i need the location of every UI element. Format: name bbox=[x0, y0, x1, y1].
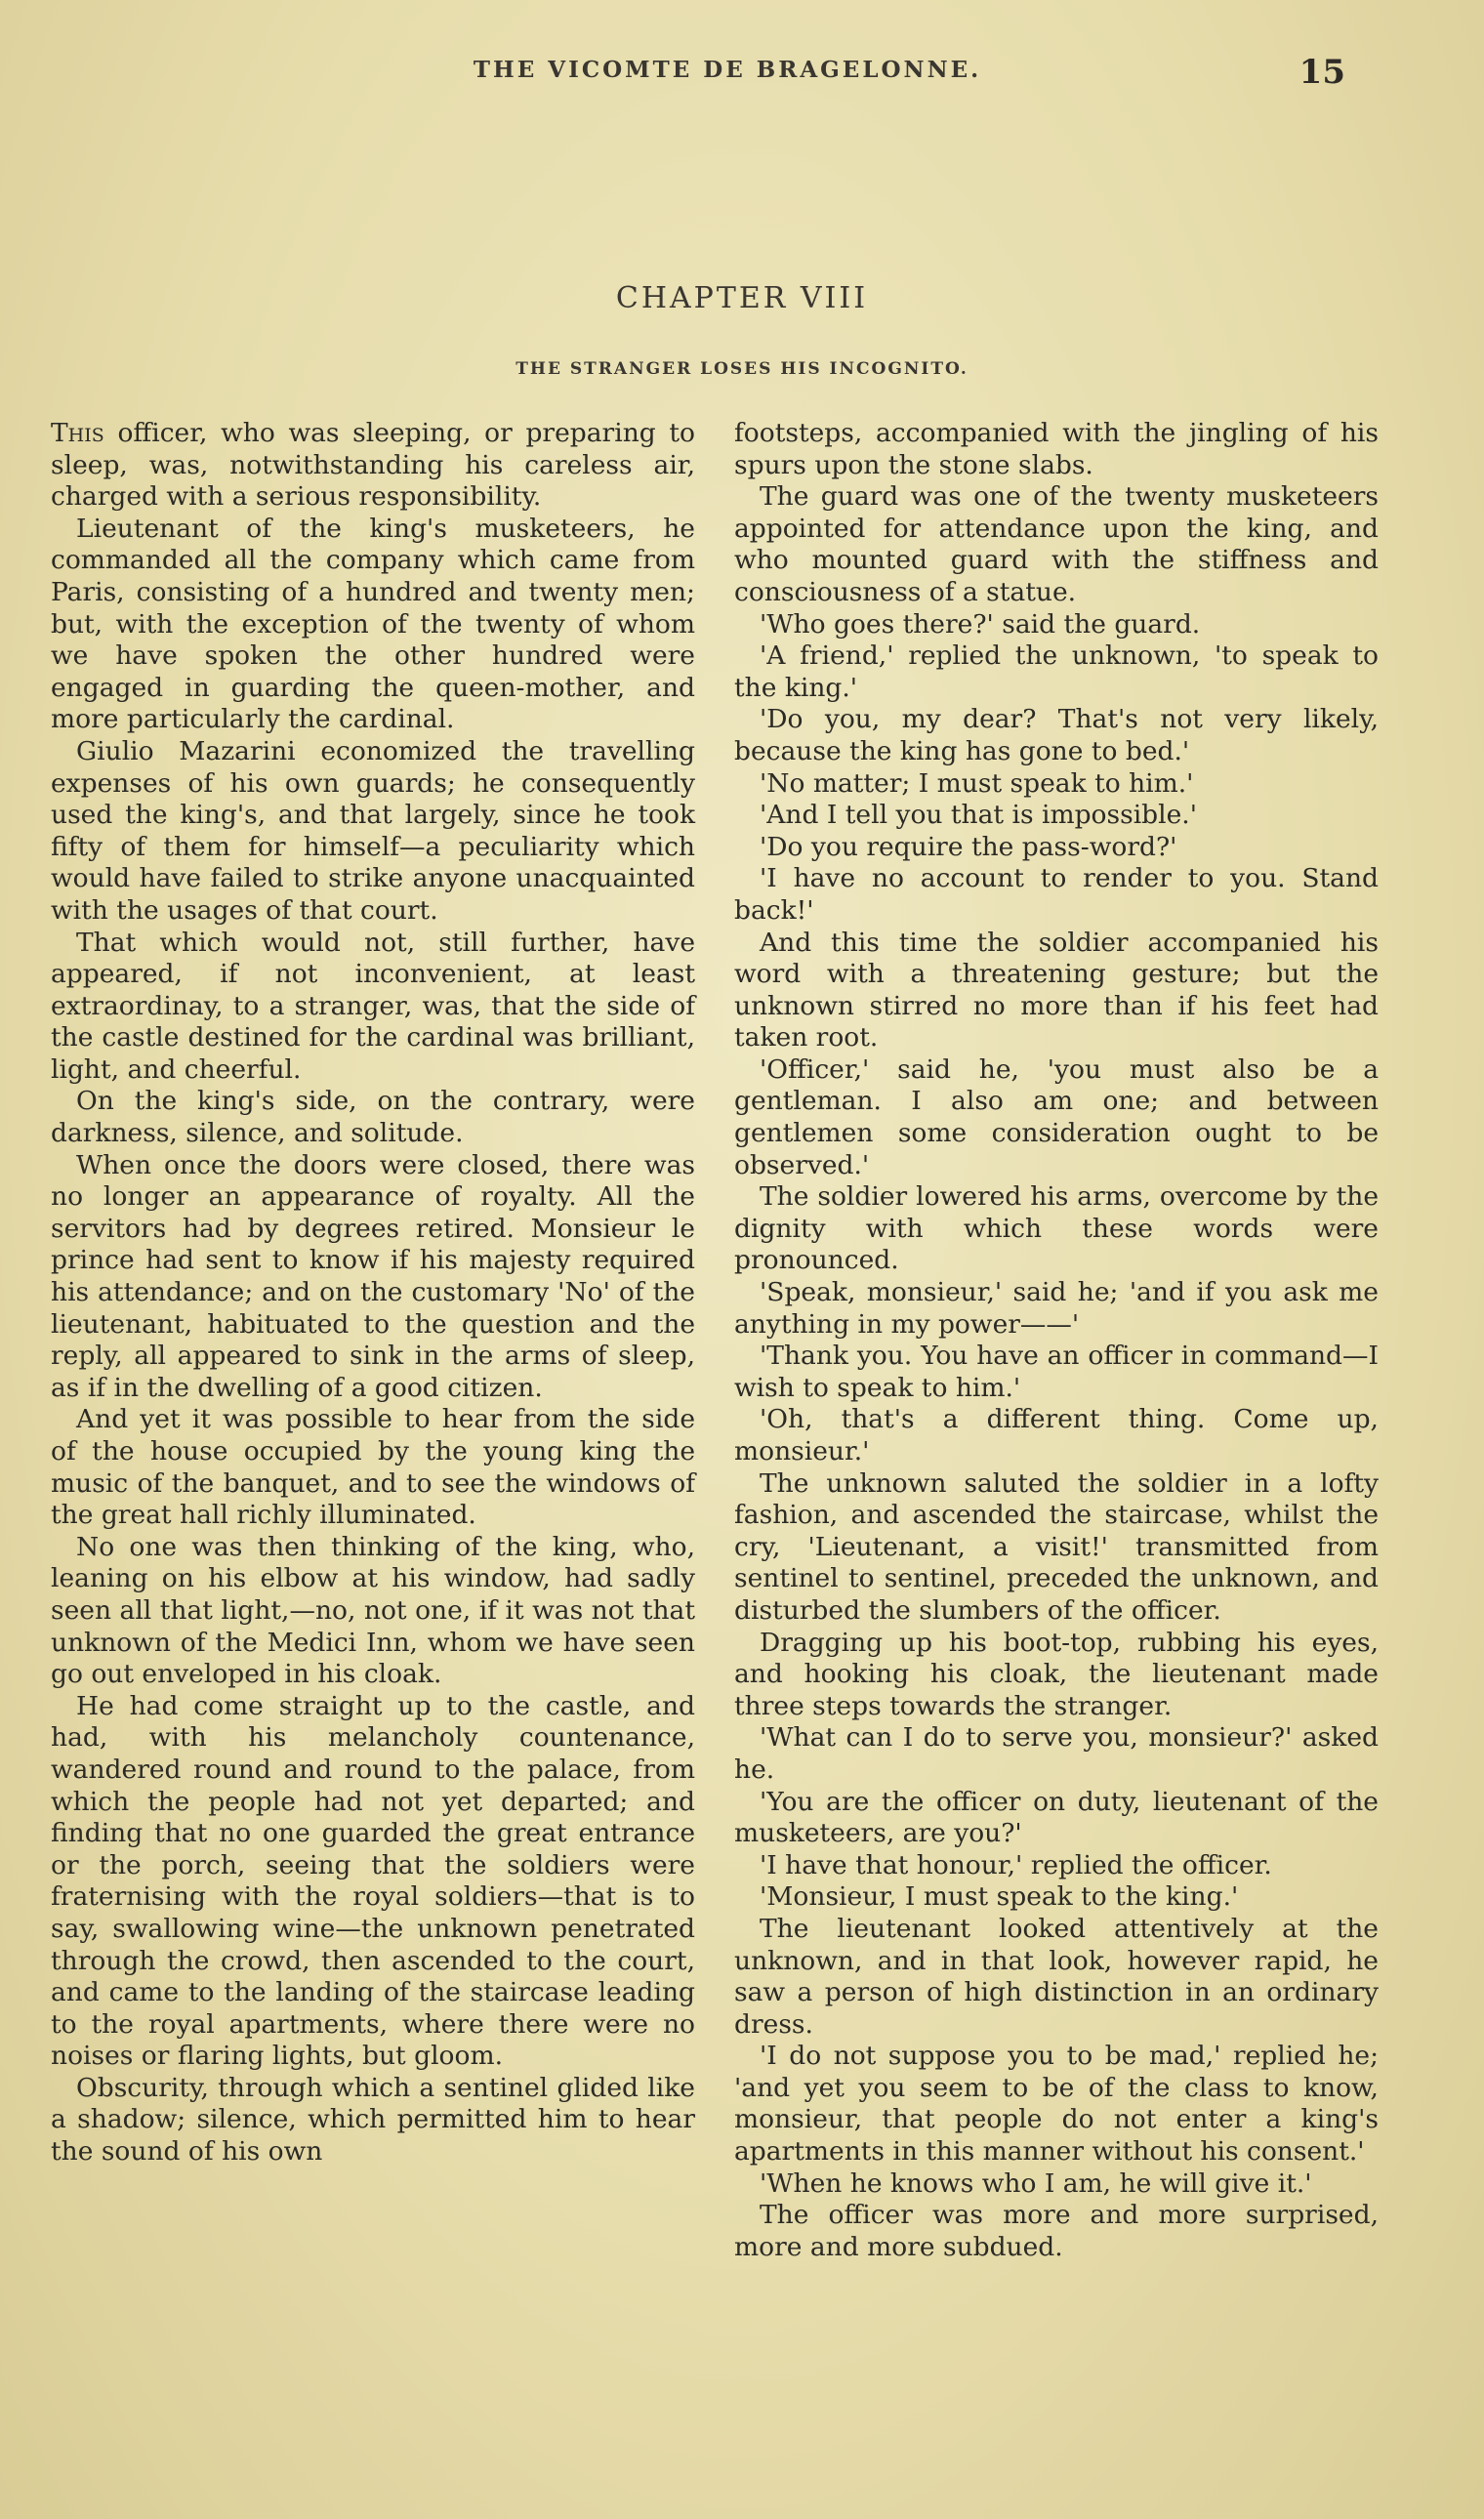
paragraph: 'Do you require the pass-word?' bbox=[760, 831, 1177, 862]
paragraph: 'Officer,' said he, 'you must also be a gentleman. I also am one; and between gentlemen some consideration ought to be observed.' bbox=[734, 1053, 1379, 1180]
paragraph: Dragging up his boot-top, rubbing his eyes, and hooking his cloak, the lieutenant made three steps towards the stranger. bbox=[734, 1627, 1379, 1721]
paragraph: 'You are the officer on duty, lieutenant of the musketeers, are you?' bbox=[734, 1786, 1379, 1849]
paragraph: 'Oh, that's a different thing. Come up, monsieur.' bbox=[734, 1404, 1379, 1466]
paragraph: Giulio Mazarini economized the travelling expenses of his own guards; he consequently used the king's, and that largely, since he took fifty of them for himself—a peculiarity which would have failed to strike anyone unacquainted with the usages of that court. bbox=[51, 735, 695, 926]
paragraph: This officer, who was sleeping, or preparing to sleep, was, notwithstanding his careless air, charged with a serious responsibility. bbox=[51, 418, 695, 513]
paragraph: 'I do not suppose you to be mad,' replied he; 'and yet you seem to be of the class to know, monsieur, that people do not enter a king's apartments in this manner without his consent.' bbox=[734, 2041, 1379, 2168]
paragraph: No one was then thinking of the king, who, leaning on his elbow at his window, had sadly seen all that light,—no, not one, if it was not that unknown of the Medici Inn, whom we have seen go out enveloped in his cloak. bbox=[51, 1531, 695, 1690]
paragraph: Lieutenant of the king's musketeers, he commanded all the company which came from Paris, consisting of a hundred and twenty men; but, with the exception of the twenty of whom we have spoken the other hundred were engaged in guarding the queen-mother, and more particularly the cardinal. bbox=[51, 513, 695, 735]
paragraph: The officer was more and more surprised, more and more subdued. bbox=[734, 2200, 1379, 2262]
paragraph: 'Thank you. You have an officer in command—I wish to speak to him.' bbox=[734, 1341, 1379, 1403]
paragraph: 'And I tell you that is impossible.' bbox=[760, 800, 1198, 831]
running-head: THE VICOMTE DE BRAGELONNE. bbox=[473, 57, 982, 83]
paragraph: 'A friend,' replied the unknown, 'to speak to the king.' bbox=[734, 640, 1379, 703]
chapter-subtitle: THE STRANGER LOSES HIS INCOGNITO. bbox=[515, 359, 969, 379]
paragraph: The guard was one of the twenty musketeers appointed for attendance upon the king, and who mounted guard with the stiffness and consciousness of a statue. bbox=[734, 481, 1379, 607]
paragraph: When once the doors were closed, there was no longer an appearance of royalty. All the servitors had by degrees retired. Monsieur le prince had sent to know if his majesty required his attendance; and on the customary 'No' of the lieutenant, habituated to the question and the reply, all appeared to sink in the arms of sleep, as if in the dwelling of a good citizen. bbox=[51, 1149, 695, 1403]
paragraph: Obscurity, through which a sentinel glided like a shadow; silence, which permitted him to hear the sound of his own bbox=[51, 2072, 695, 2168]
paragraph: The unknown saluted the soldier in a lofty fashion, and ascended the staircase, whilst the cry, 'Lieutenant, a visit!' transmitted from sentinel to sentinel, preceded the unknown, and disturbed the slumbers of the officer. bbox=[734, 1467, 1379, 1626]
paragraph: The lieutenant looked attentively at the unknown, and in that look, however rapid, he saw a person of high distinction in an ordinary dress. bbox=[734, 1913, 1379, 2040]
paragraph: The soldier lowered his arms, overcome by the dignity with which these words were pronounced. bbox=[734, 1181, 1379, 1276]
paragraph: On the king's side, on the contrary, were darkness, silence, and solitude. bbox=[51, 1086, 695, 1149]
paragraph: 'Speak, monsieur,' said he; 'and if you ask me anything in my power——' bbox=[734, 1277, 1379, 1340]
paragraph: That which would not, still further, have appeared, if not inconvenient, at least extraordinay, to a stranger, was, that the side of the castle destined for the cardinal was brilliant, light, and cheerful. bbox=[51, 927, 695, 1085]
paragraph: 'I have that honour,' replied the officer. bbox=[760, 1849, 1272, 1880]
right-column bbox=[734, 418, 1379, 2263]
paragraph: 'Monsieur, I must speak to the king.' bbox=[760, 1881, 1239, 1913]
paragraph-continuation: footsteps, accompanied with the jingling of his spurs upon the stone slabs. bbox=[734, 418, 1379, 480]
paragraph: 'No matter; I must speak to him.' bbox=[760, 767, 1194, 799]
paragraph: And this time the soldier accompanied his word with a threatening gesture; but the unknown stirred no more than if his feet had taken root. bbox=[734, 927, 1379, 1053]
paragraph: And yet it was possible to hear from the side of the house occupied by the young king the music of the banquet, and to see the windows of the great hall richly illuminated. bbox=[51, 1404, 695, 1531]
paragraph: 'Who goes there?' said the guard. bbox=[760, 608, 1201, 640]
chapter-title: CHAPTER VIII bbox=[615, 281, 869, 315]
left-column bbox=[51, 418, 695, 2168]
paragraph: 'When he knows who I am, he will give it.' bbox=[760, 2168, 1312, 2199]
opening-word: This bbox=[51, 418, 104, 448]
paragraph: 'I have no account to render to you. Stand back!' bbox=[734, 863, 1379, 926]
paragraph: 'What can I do to serve you, monsieur?' asked he. bbox=[734, 1722, 1379, 1785]
paragraph: 'Do you, my dear? That's not very likely, because the king has gone to bed.' bbox=[734, 704, 1379, 766]
paragraph: He had come straight up to the castle, and had, with his melancholy countenance, wandered round and round to the palace, from which the people had not yet departed; and finding that no one guarded the great entrance or the porch, seeing that the soldiers were fraternising with the royal soldiers—that is to say, swallowing wine—the unknown penetrated through the crowd, then ascended to the court, and came to the landing of the staircase leading to the royal apartments, where there were no noises or flaring lights, but gloom. bbox=[51, 1690, 695, 2072]
page-number: 15 bbox=[1298, 53, 1345, 92]
